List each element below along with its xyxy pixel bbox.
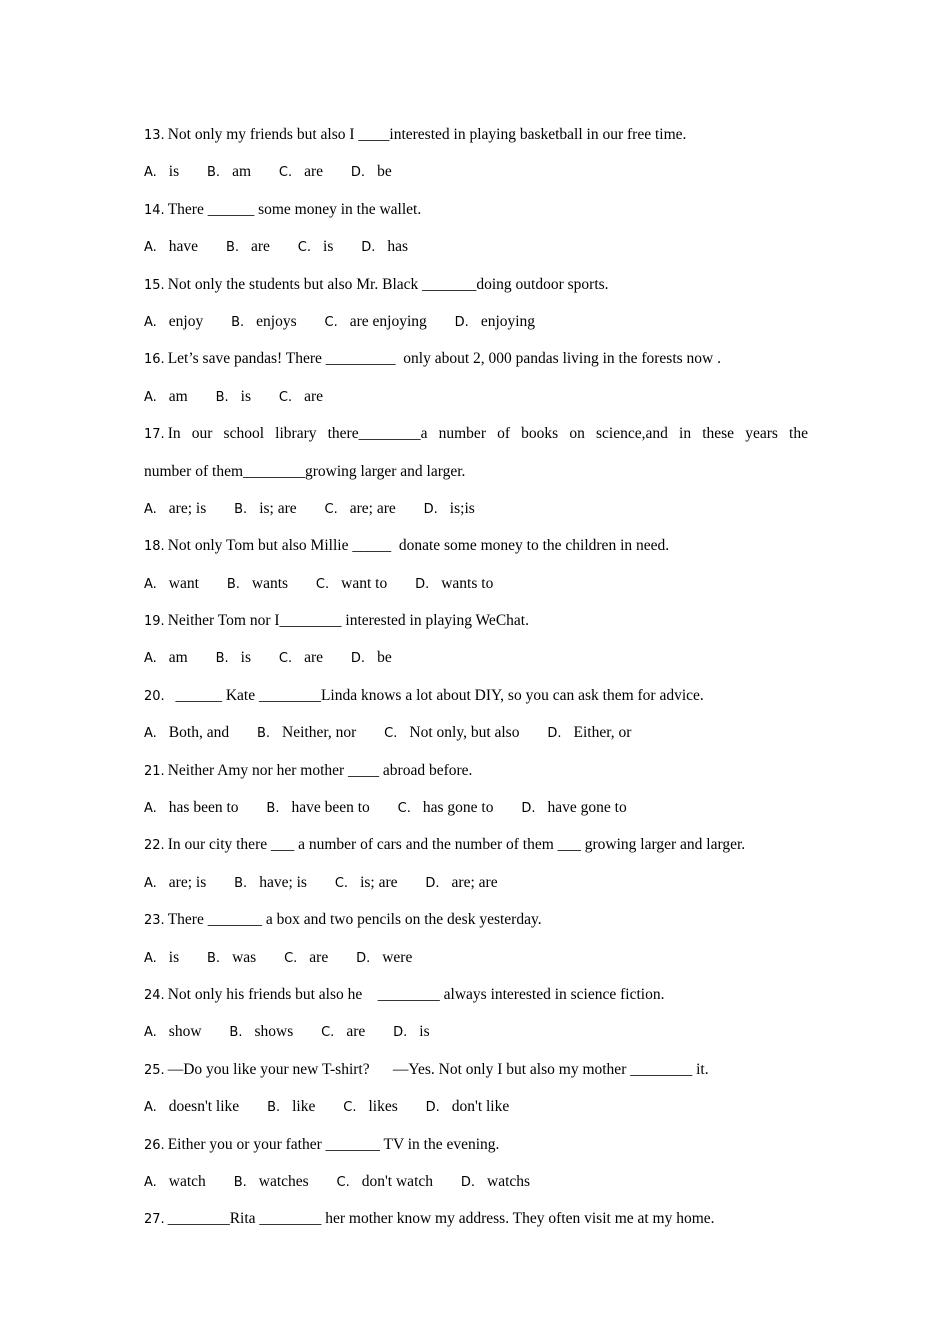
option-a[interactable]: [144, 490, 206, 528]
option-text: is; are: [259, 499, 297, 517]
option-b[interactable]: [266, 789, 369, 827]
options-20: [144, 714, 808, 751]
option-text: were: [382, 948, 413, 966]
option-d[interactable]: [461, 1163, 530, 1201]
option-text: are: [304, 163, 324, 181]
question-13: [144, 116, 808, 153]
question-19: [144, 602, 808, 639]
option-b[interactable]: [267, 1088, 315, 1126]
option-text: like: [292, 1098, 316, 1116]
question-number: 13.: [144, 128, 165, 143]
option-letter: B.: [266, 801, 280, 817]
question-17-continued: [144, 453, 808, 490]
option-letter: B.: [229, 1025, 243, 1041]
option-text: Not only, but also: [409, 724, 520, 742]
option-letter: D.: [454, 314, 469, 330]
option-letter: D.: [415, 576, 430, 592]
option-c[interactable]: [279, 639, 323, 677]
option-letter: C.: [278, 651, 293, 667]
option-letter: D.: [350, 651, 366, 667]
option-letter: C.: [315, 576, 330, 592]
option-c[interactable]: [335, 864, 398, 902]
option-text: have gone to: [547, 799, 627, 817]
option-letter: A.: [144, 389, 157, 405]
option-a[interactable]: [144, 303, 203, 341]
question-text-continued: number of them________growing larger and larger.: [144, 462, 466, 480]
option-c[interactable]: [325, 490, 396, 528]
option-text: is: [240, 387, 252, 405]
option-b[interactable]: [226, 228, 270, 266]
option-text: watch: [168, 1172, 206, 1190]
option-letter: B.: [207, 165, 221, 181]
option-text: enjoying: [480, 312, 536, 330]
option-text: is: [168, 948, 180, 966]
question-24: [144, 976, 808, 1013]
option-letter: D.: [425, 875, 440, 891]
question-number: 23.: [144, 913, 165, 929]
option-text: enjoy: [168, 312, 204, 330]
option-text: are: [309, 948, 329, 966]
options-15: [144, 303, 808, 340]
options-17: [144, 490, 808, 527]
option-c[interactable]: [398, 789, 494, 827]
option-text: wants: [251, 574, 289, 592]
option-letter: A.: [144, 501, 157, 517]
question-text: Not only the students but also Mr. Black _______doing outdoor sports.: [167, 275, 609, 293]
options-18: [144, 565, 808, 602]
option-letter: A.: [144, 651, 157, 667]
option-letter: D.: [423, 501, 438, 517]
option-b[interactable]: [234, 1163, 309, 1201]
option-a[interactable]: [144, 378, 188, 416]
option-text: have been to: [291, 799, 370, 817]
option-letter: C.: [336, 1174, 350, 1190]
option-d[interactable]: [425, 864, 497, 902]
option-letter: B.: [267, 1100, 281, 1116]
option-text: am: [168, 387, 188, 405]
option-letter: B.: [234, 875, 248, 891]
question-text: There ______ some money in the wallet.: [167, 200, 422, 218]
option-letter: D.: [356, 950, 371, 966]
question-text: In our city there ___ a number of cars and the number of them ___ growing larger and larger.: [167, 836, 746, 854]
option-text: don't like: [451, 1098, 510, 1116]
option-letter: C.: [297, 240, 312, 256]
option-letter: C.: [334, 875, 349, 891]
question-number: 18.: [144, 539, 165, 555]
question-text: Neither Tom nor I________ interested in playing WeChat.: [167, 612, 529, 630]
question-text: Let’s save pandas! There _________ only about 2, 000 pandas living in the forests now .: [167, 350, 721, 368]
option-d[interactable]: [547, 714, 631, 752]
option-letter: C.: [324, 314, 338, 330]
question-text: ______ Kate ________Linda knows a lot about DIY, so you can ask them for advice.: [167, 686, 704, 704]
options-22: [144, 864, 808, 901]
option-b[interactable]: [216, 378, 251, 416]
option-letter: D.: [547, 726, 562, 742]
option-text: has: [387, 238, 409, 256]
option-a[interactable]: [144, 228, 198, 266]
option-letter: A.: [144, 576, 157, 592]
question-number: 14.: [144, 202, 165, 218]
option-text: is;is: [449, 499, 475, 517]
option-letter: A.: [144, 950, 157, 966]
option-c[interactable]: [321, 1013, 365, 1051]
option-c[interactable]: [316, 565, 387, 603]
question-16: [144, 340, 808, 377]
option-text: are: [251, 238, 270, 256]
option-text: shows: [254, 1023, 294, 1041]
question-26: [144, 1126, 808, 1163]
question-number: 20.: [144, 688, 165, 704]
option-letter: D.: [521, 801, 536, 817]
option-text: Either, or: [573, 724, 632, 742]
option-d[interactable]: [426, 1088, 510, 1126]
question-text: ________Rita ________ her mother know my address. They often visit me at my home.: [167, 1210, 715, 1228]
option-letter: A.: [144, 165, 157, 181]
option-letter: C.: [284, 950, 298, 966]
option-text: are; is: [168, 873, 207, 891]
option-d[interactable]: [521, 789, 626, 827]
option-text: is: [168, 163, 180, 181]
option-letter: A.: [144, 1025, 157, 1041]
option-text: don't watch: [361, 1172, 433, 1190]
option-text: are: [304, 649, 324, 667]
option-letter: D.: [393, 1025, 408, 1041]
question-20: [144, 677, 808, 714]
option-d[interactable]: [455, 303, 535, 341]
options-21: [144, 789, 808, 826]
option-text: has been to: [168, 799, 239, 817]
question-17: [144, 415, 808, 452]
option-text: likes: [368, 1098, 398, 1116]
option-d[interactable]: [393, 1013, 430, 1051]
option-b[interactable]: [229, 1013, 293, 1051]
option-a[interactable]: [144, 714, 229, 752]
option-letter: A.: [144, 1100, 157, 1116]
option-text: have; is: [259, 873, 307, 891]
option-letter: D.: [350, 165, 366, 181]
option-letter: D.: [425, 1100, 440, 1116]
question-number: 26.: [144, 1137, 165, 1153]
option-letter: B.: [233, 1174, 247, 1190]
option-text: are; is: [168, 499, 207, 517]
question-25: [144, 1051, 808, 1088]
question-text: Neither Amy nor her mother ____ abroad before.: [167, 761, 473, 779]
options-26: [144, 1163, 808, 1200]
option-letter: B.: [234, 501, 248, 517]
options-23: [144, 939, 808, 976]
option-a[interactable]: [144, 1013, 202, 1051]
option-letter: B.: [215, 651, 229, 667]
option-a[interactable]: [144, 153, 179, 191]
option-letter: B.: [225, 240, 239, 256]
option-d[interactable]: [351, 153, 392, 191]
option-a[interactable]: [144, 789, 239, 827]
option-b[interactable]: [231, 303, 297, 341]
question-number: 19.: [144, 614, 165, 630]
option-letter: B.: [256, 726, 271, 742]
question-number: 15.: [144, 277, 165, 293]
question-text: Not only his friends but also he ________ always interested in science fiction.: [167, 985, 665, 1003]
option-letter: C.: [324, 501, 338, 517]
options-19: [144, 639, 808, 676]
option-a[interactable]: [144, 1163, 206, 1201]
option-a[interactable]: [144, 939, 179, 977]
option-d[interactable]: [361, 228, 408, 266]
option-text: watchs: [487, 1172, 531, 1190]
option-b[interactable]: [227, 565, 288, 603]
option-text: are: [304, 387, 324, 405]
question-21: [144, 752, 808, 789]
question-number: 21.: [144, 763, 165, 779]
question-list: [144, 116, 808, 1238]
option-b[interactable]: [207, 939, 256, 977]
option-text: is; are: [360, 873, 398, 891]
option-letter: B.: [207, 950, 221, 966]
question-number: 22.: [144, 838, 165, 854]
option-letter: B.: [226, 576, 240, 592]
option-text: show: [168, 1023, 202, 1041]
option-b[interactable]: [234, 490, 297, 528]
option-letter: C.: [343, 1100, 357, 1116]
option-b[interactable]: [216, 639, 251, 677]
option-text: wants to: [441, 574, 494, 592]
option-c[interactable]: [279, 153, 323, 191]
options-24: [144, 1013, 808, 1050]
option-letter: B.: [215, 389, 229, 405]
question-15: [144, 266, 808, 303]
option-text: want: [168, 574, 199, 592]
option-letter: C.: [384, 726, 398, 742]
option-c[interactable]: [298, 228, 334, 266]
option-c[interactable]: [279, 378, 323, 416]
option-letter: A.: [144, 875, 157, 891]
question-text: In our school library there________a number of books on science,and in these years the: [167, 425, 808, 443]
option-letter: A.: [144, 726, 157, 742]
option-text: am: [232, 163, 252, 181]
option-text: are: [346, 1023, 366, 1041]
option-letter: C.: [397, 801, 411, 817]
option-text: doesn't like: [168, 1098, 240, 1116]
option-b[interactable]: [207, 153, 251, 191]
question-14: [144, 191, 808, 228]
option-a[interactable]: [144, 1088, 239, 1126]
options-16: [144, 378, 808, 415]
option-a[interactable]: [144, 639, 188, 677]
option-letter: A.: [144, 240, 157, 256]
option-letter: D.: [361, 240, 376, 256]
option-text: is: [323, 238, 334, 256]
option-text: are; are: [451, 873, 498, 891]
question-27: [144, 1200, 808, 1237]
option-a[interactable]: [144, 565, 199, 603]
option-d[interactable]: [415, 565, 493, 603]
option-letter: D.: [460, 1174, 476, 1190]
option-d[interactable]: [351, 639, 392, 677]
option-text: was: [232, 948, 257, 966]
option-c[interactable]: [384, 714, 519, 752]
option-d[interactable]: [424, 490, 475, 528]
option-text: want to: [341, 574, 388, 592]
option-text: watches: [258, 1172, 309, 1190]
option-text: am: [168, 649, 188, 667]
option-b[interactable]: [234, 864, 307, 902]
question-18: [144, 527, 808, 564]
option-c[interactable]: [337, 1163, 433, 1201]
question-number: 27.: [144, 1212, 165, 1228]
option-text: be: [377, 649, 392, 667]
option-text: be: [377, 163, 392, 181]
question-22: [144, 826, 808, 863]
option-letter: A.: [144, 801, 157, 817]
option-a[interactable]: [144, 864, 206, 902]
option-letter: A.: [144, 314, 157, 330]
question-text: —Do you like your new T-shirt? —Yes. Not only I but also my mother ________ it.: [167, 1060, 709, 1078]
option-c[interactable]: [325, 303, 427, 341]
option-letter: C.: [321, 1025, 335, 1041]
option-b[interactable]: [257, 714, 356, 752]
option-letter: B.: [231, 314, 245, 330]
options-14: [144, 228, 808, 265]
option-text: has gone to: [422, 799, 494, 817]
question-23: [144, 901, 808, 938]
options-13: [144, 153, 808, 190]
option-text: have: [168, 238, 199, 256]
option-text: are enjoying: [349, 312, 427, 330]
options-25: [144, 1088, 808, 1125]
question-number: 25.: [144, 1062, 165, 1078]
option-text: is: [240, 649, 252, 667]
question-text: Not only my friends but also I ____interested in playing basketball in our free time.: [167, 126, 687, 143]
question-number: 17.: [144, 427, 165, 443]
option-letter: A.: [144, 1174, 157, 1190]
option-text: Neither, nor: [282, 724, 357, 742]
option-letter: C.: [278, 389, 293, 405]
option-text: enjoys: [256, 312, 297, 330]
option-d[interactable]: [356, 939, 412, 977]
option-text: are; are: [349, 499, 396, 517]
question-number: 24.: [144, 987, 165, 1003]
option-text: is: [419, 1023, 430, 1041]
option-text: Both, and: [168, 724, 230, 742]
option-c[interactable]: [343, 1088, 398, 1126]
question-text: Either you or your father _______ TV in the evening.: [167, 1135, 500, 1153]
question-text: Not only Tom but also Millie _____ donate some money to the children in need.: [167, 537, 670, 555]
option-c[interactable]: [284, 939, 328, 977]
question-text: There _______ a box and two pencils on the desk yesterday.: [167, 911, 542, 929]
option-letter: C.: [278, 165, 293, 181]
question-number: 16.: [144, 352, 165, 368]
